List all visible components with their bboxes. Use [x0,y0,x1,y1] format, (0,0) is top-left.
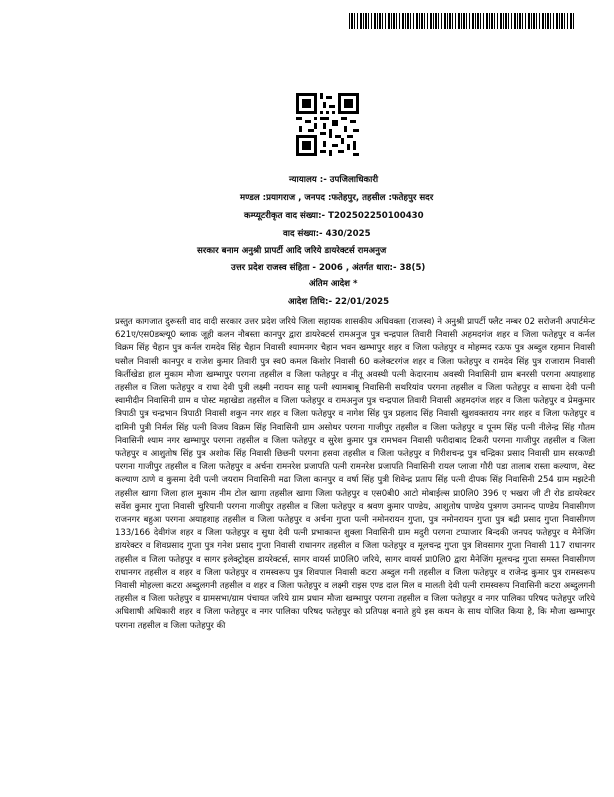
case-parties: सरकार बनाम अनुश्री प्रापर्टी आदि जरिये डायरेक्टर्स रामअनुज [197,246,387,256]
qr-code [296,93,359,156]
court-name: न्यायालय :- उपजिलाधिकारी [289,175,379,185]
order-body-paragraph: प्रस्तुत कागजात दुरूस्ती वाद वादी सरकार उत्तर प्रदेश जरिये जिला सहायक शासकीय अधिवक्ता (राजस्व) ने अनुश्री प्रापर्टी फ्लैट नम्बर 02 सरोजनी अपार्टमेन्ट 621ए/एस0डब्ल्यू0 ब्लाक जूही कलन नौबस्ता कानपुर द्वारा डायरेक्टर्स रामअनुज पुत्र चन्द्रपाल तिवारी निवासी अहमदगंज शहर व जिला फतेहपुर व कर्नल विक्रम सिंह चैहान पुत्र कर्नल रामदेव सिंह चैहान निवासी श्यामनगर चैहान भवन खम्भापुर शहर व जिला फतेहपुर व मोहम्मद रऊफ पुत्र अब्दुल रहमान निवासी घसौल निवासी कानपुर व राजेश कुमार तिवारी पुत्र स्व0 कमल किशोर निवासी 60 कलेक्टरगंज शहर व जिला फतेहपुर व रामदेव सिंह पुत्र राजाराम निवासी किर्तीखेडा हाल मुकाम मौजा खम्भापुर परगना तहसील व जिला फतेहपुर व नीतू अवस्थी पत्नी केदारनाथ अवस्थी निवासिनी ग्राम बनरसी परगना अयाहशाह तहसील व जिला फतेहपुर व राधा देवी पुत्री लक्ष्मी नरायन साहू पत्नी श्यामबाबू निवासिनी सथरियांव परगना तहसील व जिला फतेहपुर व साधना देवी पत्नी स्वामीदीन निवासिनी ग्राम व पोस्ट महाखेडा तहसील व जिला फतेहपुर व रामअनुज पुत्र चन्द्रपाल तिवारी निवासी अहमदगंज शहर व जिला फतेहपुर व प्रेमकुमार त्रिपाठी पुत्र चन्द्रभान त्रिपाठी निवासी शकुन नगर शहर व जिला फतेहपुर व नागेश सिंह पुत्र प्रहलाद सिंह निवासी खुशवक्तराय नगर शहर व जिला फतेहपुर व दामिनी पुत्री निर्मल सिंह पत्नी विजय विक्रम सिंह निवासिनी ग्राम असोथर परगना गाजीपुर तहसील व जिला फतेहपुर व पूनम सिंह पत्नी नीलेन्द्र सिंह गौतम निवासिनी श्याम नगर खम्भापुर परगना तहसील व जिला फतेहपुर व सुरेश कुमार पुत्र रामभवन निवासी फरीदाबाद टिकरी परगना गाजीपुर तहसील व जिला फतेहपुर व आशुतोष सिंह पुत्र अशोक सिंह निवासी छिछनी परगना हसवा तहसील व जिला फतेहपुर व गिरीशचन्द्र पुत्र चन्द्रिका प्रसाद निवासी ग्राम सरकण्डी परगना गाजीपुर तहसील व जिला फतेहपुर व अर्चना रामनरेश प्रजापति पत्नी रामनरेश प्रजापति निवासिनी रायल प्लाजा गौरी पडा तालाब रास्ता कल्याण, वेस्ट कल्याण ठाणे व कुसमा देवी पत्नी जयराम निवासिनी मढा जिला कानपुर व वर्षा सिंह पुत्री शिवेन्द्र प्रताप सिंह पत्नी दीपक सिंह निवासिनी 254 ग्राम मझटेनी तहसील खागा जिला हाल मुकाम नीम टोल खागा तहसील खागा जिला फतेहपुर व एस0बी0 आटो मोबाईल्स प्रा0लि0 396 ए भखरा जी टी रोड डायरेक्टर सर्वेश कुमार गुप्ता निवासी चुरियानी परगना गाजीपुर तहसील व जिला फतेहपुर व श्रवण कुमार पाण्डेय, आशुतोष पाण्डेय पुत्रगण उमानन्द पाण्डेय निवासीगण राजनगर बहुआ परगना अयाहशाह तहसील व जिला फतेहपुर व अर्चना गुप्ता पत्नी नमोनरायन गुप्ता, पुत्र नमोनरायन गुप्ता पुत्र बद्री प्रसाद गुप्ता निवासीगण 133/166 देवीगंज शहर व जिला फतेहपुर व सुधा देवी पत्नी प्रभाकान्त शुक्ला निवासिनी ग्राम मदुरी परगना टप्पाजार बिन्दकी जनपद फतेहपुर व मैनेजिंग डायरेक्टर व शिवप्रसाद गुप्ता पुत्र गनेश प्रसाद गुप्ता निवासी राधानगर तहसील व जिला फतेहपुर व मूलचन्द्र गुप्ता पुत्र शिवसागर गुप्ता निवासी 117 राधानगर तहसील व जिला फतेहपुर व सागर इलेक्ट्रोड्स डायरेक्टर्स, सागर वायर्स प्रा0लि0 जरिये, सागर वायर्स प्रा0लि0 द्वारा मैनेजिंग मूलचन्द्र गुप्ता समस्त निवासीगण राधानगर तहसील व शहर व जिला फतेहपुर व रामस्वरूप पुत्र शिवपाल निवासी कटरा अब्दुल गनी तहसील व जिला फतेहपुर व राजेन्द्र कुमार पुत्र रामस्वरूप निवासी मोहल्ला कटरा अब्दुलगनी तहसील व शहर व जिला फतेहपुर व लक्ष्मी राइस एण्ड दाल मिल व मालती देवी पत्नी रामस्वरूप निवासिनी कटरा अब्दुलगनी तहसील व जिला फतेहपुर व ग्रामसभा/ग्राम पंचायत जरिये ग्राम प्रधान मौजा खम्भापुर परगना तहसील व जिला फतेहपुर व नगर पालिका परिषद फतेहपुर जरिये अधिशाषी अधिकारी शहर व जिला फतेहपुर व नगर पालिका परिषद फतेहपुर को प्रतिपक्ष बनाते हुये इस कथन के साथ योजित किया है, कि मौजा खम्भापुर परगना तहसील व जिला फतेहपुर की [115,317,595,631]
case-number: वाद संख्या:- 430/2025 [283,229,371,239]
act-section: उत्तर प्रदेश राजस्व संहिता - 2006 , अंतर्गत धारा:- 38(5) [231,263,426,273]
order-date: आदेश तिथि:- 22/01/2025 [288,297,390,307]
barcode [349,13,575,29]
division-info: मण्डल :प्रयागराज , जनपद :फतेहपुर, तहसील :फतेहपुर सदर [240,193,434,203]
computer-case-number: कम्प्यूटरीकृत वाद संख्या:- T202502250100430 [244,211,424,221]
order-title: अंतिम आदेश * [309,279,358,289]
